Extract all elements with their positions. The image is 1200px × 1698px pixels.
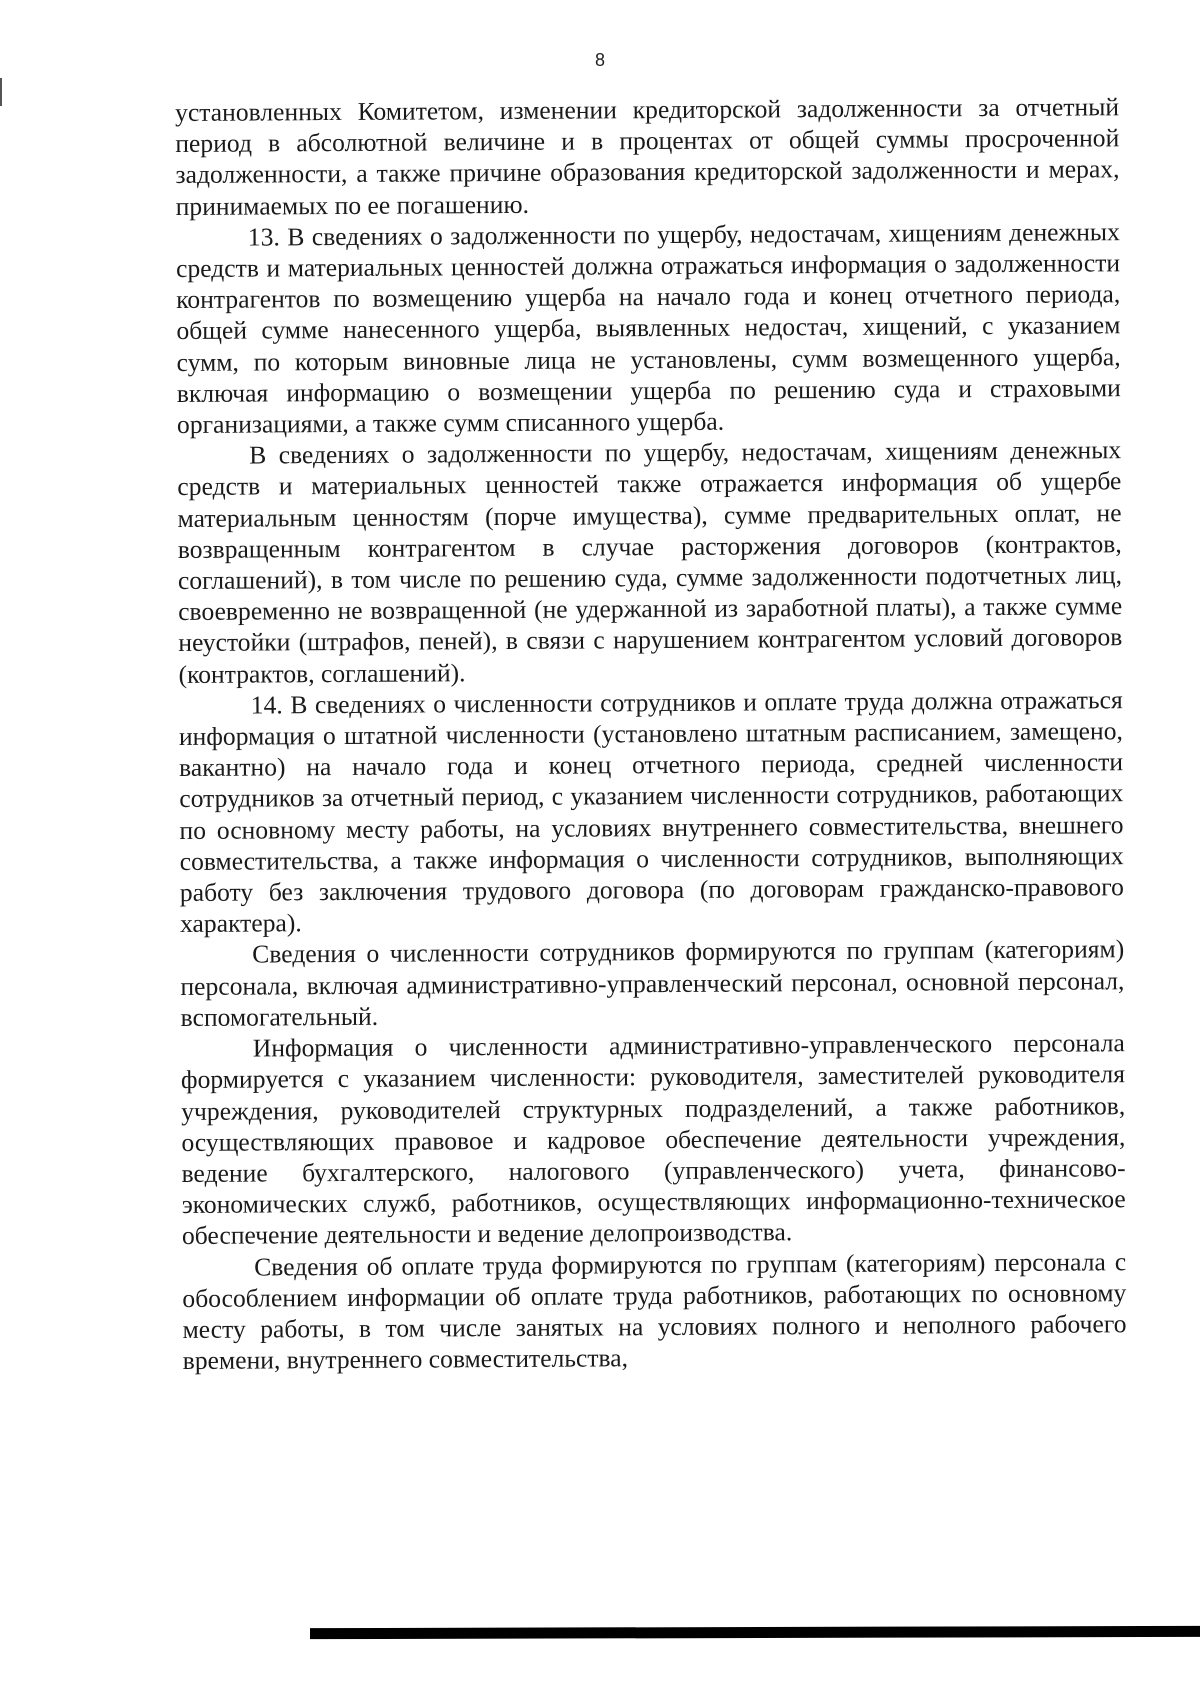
paragraph-damage-details: В сведениях о задолженности по ущербу, недостачам, хищениям денежных средств и материальных ценностей также отражается информация об ущербе материальным ценностям (порче имущества), сумме предварительных оплат, не возвращенным контрагентом в случае расторжения договоров (контрактов, соглашений), в том числе по решению суда, сумме задолженности подотчетных лиц, своевременно не возвращенной (не удержанной из заработной платы), а также сумме неустойки (штрафов, пеней), в связи с нарушением контрагентом условий договоров (контрактов, соглашений). [177, 435, 1123, 689]
scan-bottom-bar [310, 1626, 1200, 1639]
paragraph-staff-categories: Сведения о численности сотрудников формируются по группам (категориям) персонала, включая административно-управленческий персонал, основной персонал, вспомогательный. [180, 934, 1125, 1032]
paragraph-payroll: Сведения об оплате труда формируются по группам (категориям) персонала с обособлением информации об оплате труда работников, работающих по основному месту работы, в том числе занятых на условиях полного и неполного рабочего времени, внутреннего совместительства, [182, 1246, 1127, 1376]
paragraph-item-14: 14. В сведениях о численности сотрудников и оплате труда должна отражаться информация о штатной численности (установлено штатным расписанием, замещено, вакантно) на начало года и конец отчетного периода, средней численности сотрудников за отчетный период, с указанием численности сотрудников, работающих по основному месту работы, на условиях внутреннего совместительства, внешнего совместительства, а также информация о численности сотрудников, выполняющих работу без заключения трудового договора (по договорам гражданско-правового характера). [178, 685, 1124, 939]
paragraph-admin-staff: Информация о численности административно-управленческого персонала формируется с указанием численности: руководителя, заместителей руководителя учреждения, руководителей структурных подразделений, а также работников, осуществляющих правовое и кадровое обеспечение деятельности учреждения, ведение бухгалтерского, налогового (управленческого) учета, финансово-экономических служб, работников, осуществляющих информационно-техническое обеспечение деятельности и ведение делопроизводства. [180, 1028, 1126, 1251]
page-number: 8 [594, 50, 605, 70]
paragraph-continuation: установленных Комитетом, изменении кредиторской задолженности за отчетный период в абсолютной величине и в процентах от общей суммы просроченной задолженности, а также причине образования кредиторской задолженности и мерах, принимаемых по ее погашению. [175, 92, 1120, 221]
paragraph-item-13: 13. В сведениях о задолженности по ущербу, недостачам, хищениям денежных средств и материальных ценностей должна отражаться информация о задолженности контрагентов по возмещению ущерба на начало года и конец отчетного периода, общей сумме нанесенного ущерба, выявленных недостач, хищений, с указанием сумм, по которым виновные лица не установлены, сумм возмещенного ущерба, включая информацию о возмещении ущерба по решению суда и страховыми организациями, а также сумм списанного ущерба. [175, 217, 1121, 440]
document-body [175, 91, 1127, 1376]
scan-edge-mark [0, 78, 2, 106]
